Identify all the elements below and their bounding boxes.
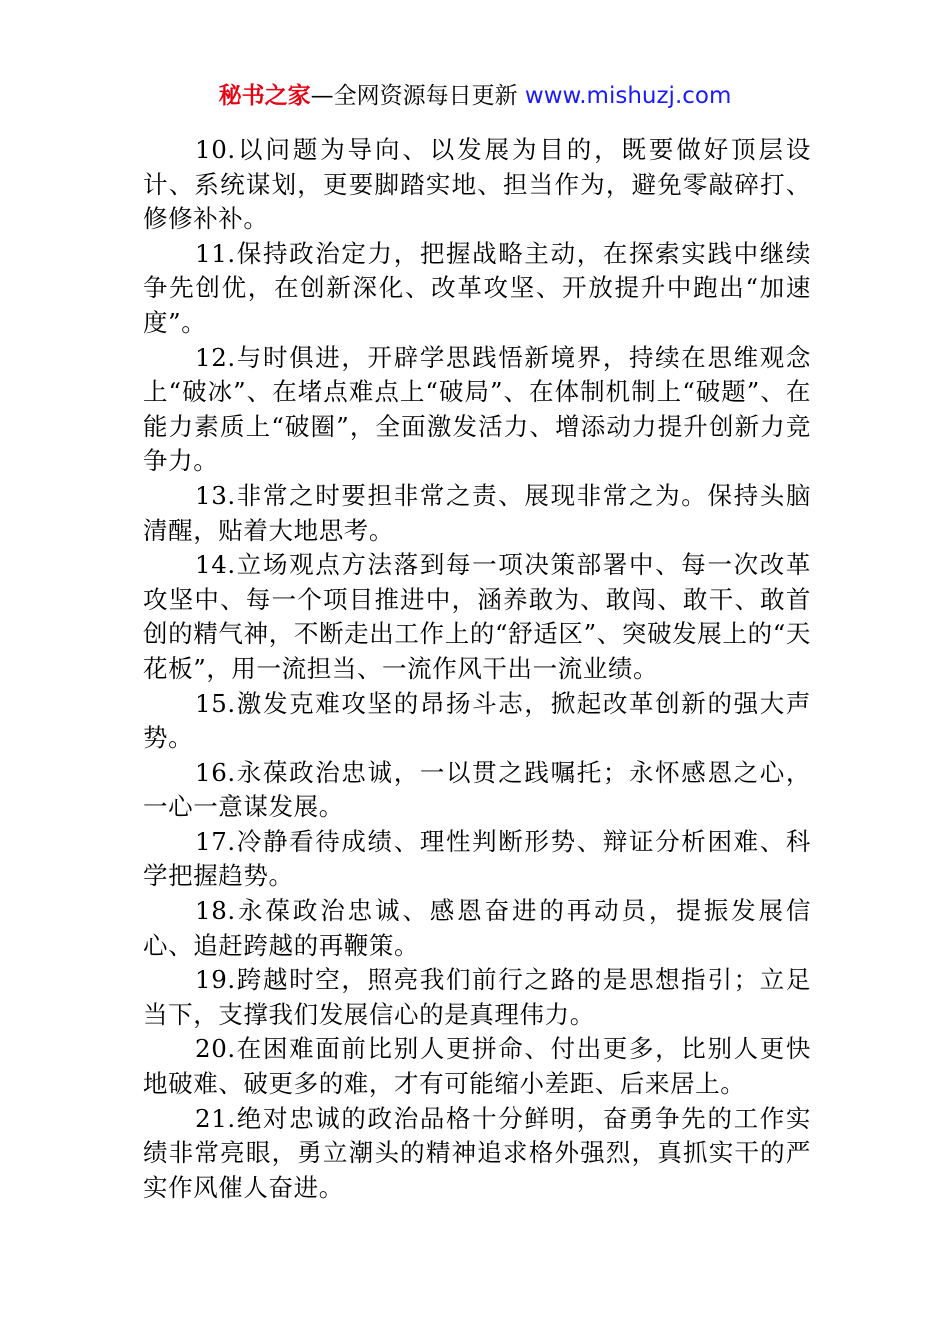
paragraph-10: 10.以问题为导向、以发展为目的，既要做好顶层设计、系统谋划，更要脚踏实地、担当作为，避免零敲碎打、修修补补。 (143, 135, 811, 234)
paragraph-11: 11.保持政治定力，把握战略主动，在探索实践中继续争先创优，在创新深化、改革攻坚、开放提升中跑出“加速度”。 (143, 238, 811, 337)
header-tagline: —全网资源每日更新 (310, 83, 518, 109)
paragraph-19: 19.跨越时空，照亮我们前行之路的是思想指引；立足当下，支撑我们发展信心的是真理伟力。 (143, 965, 811, 1029)
paragraph-20: 20.在困难面前比别人更拼命、付出更多，比别人更快地破难、破更多的难，才有可能缩小差距、后来居上。 (143, 1034, 811, 1099)
brand-name: 秘书之家 (218, 83, 311, 109)
paragraph-17: 17.冷静看待成绩、理性判断形势、辩证分析困难、科学把握趋势。 (143, 826, 811, 891)
website-link[interactable]: www.mishuzj.com (524, 83, 732, 109)
paragraph-18: 18.永葆政治忠诚、感恩奋进的再动员，提振发展信心、追赶跨越的再鞭策。 (143, 896, 811, 960)
page-header (0, 80, 950, 112)
paragraph-12: 12.与时俱进，开辟学思践悟新境界，持续在思维观念上“破冰”、在堵点难点上“破局”、在体制机制上“破题”、在能力素质上“破圈”，全面激发活力、增添动力提升创新力竞争力。 (143, 342, 811, 476)
paragraph-13: 13.非常之时要担非常之责、展现非常之为。保持头脑清醒，贴着大地思考。 (143, 480, 811, 545)
paragraph-21: 21.绝对忠诚的政治品格十分鲜明，奋勇争先的工作实绩非常亮眼，勇立潮头的精神追求格外强烈，真抓实干的严实作风催人奋进。 (143, 1103, 811, 1202)
document-body (143, 133, 811, 1205)
paragraph-16: 16.永葆政治忠诚，一以贯之践嘱托；永怀感恩之心，一心一意谋发展。 (143, 757, 811, 822)
paragraph-15: 15.激发克难攻坚的昂扬斗志，掀起改革创新的强大声势。 (143, 688, 811, 753)
paragraph-14: 14.立场观点方法落到每一项决策部署中、每一次改革攻坚中、每一个项目推进中，涵养敢为、敢闯、敢干、敢首创的精气神，不断走出工作上的“舒适区”、突破发展上的“天花板”，用一流担当、一流作风干出一流业绩。 (143, 550, 811, 683)
